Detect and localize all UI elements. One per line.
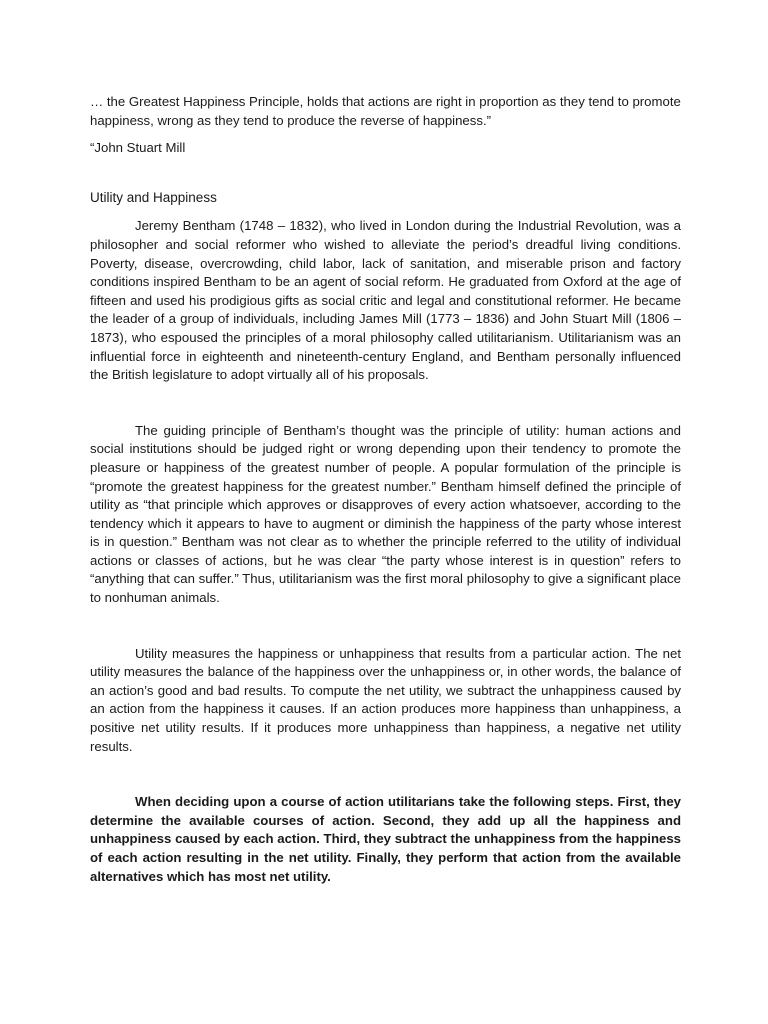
epigraph-attribution: “John Stuart Mill <box>90 140 186 156</box>
document-page <box>90 93 681 886</box>
section-heading: Utility and Happiness <box>90 189 217 205</box>
paragraph-net-utility: Utility measures the happiness or unhappiness that results from a particular action. The net utility measures the balance of the happiness over the unhappiness or, in other words, the balance of an action’s good and bad results. To compute the net utility, we subtract the unhappiness caused by an action from the happiness it causes. If an action produces more happiness than unhappiness, a positive net utility results. If it produces more unhappiness than happiness, a negative net utility results. <box>90 645 681 754</box>
epigraph-quote: … the Greatest Happiness Principle, holds that actions are right in proportion as they tend to promote happiness, wrong as they tend to produce the reverse of happiness.” <box>90 94 681 128</box>
paragraph-principle-of-utility: The guiding principle of Bentham’s thought was the principle of utility: human actions and social institutions should be judged right or wrong depending upon their tendency to promote the pleasure or happiness of the greatest number of people. A popular formulation of the principle is “promote the greatest happiness for the greatest number.” Bentham himself defined the principle of utility as “that principle which approves or disapproves of every action whatsoever, according to the tendency which it appears to have to augment or diminish the happiness of the party whose interest is in question.” Bentham was not clear as to whether the principle referred to the utility of individual actions or classes of actions, but he was clear “the party whose interest is in question” refers to “anything that can suffer.” Thus, utilitarianism was the first moral philosophy to give a significant place to nonhuman animals. <box>90 422 681 606</box>
paragraph-utilitarian-steps: When deciding upon a course of action utilitarians take the following steps. First, they determine the available courses of action. Second, they add up all the happiness and unhappiness caused by each action. Third, they subtract the unhappiness from the happiness of each action resulting in the net utility. Finally, they perform that action from the available alternatives which has most net utility. <box>90 794 681 884</box>
paragraph-bentham-bio: Jeremy Bentham (1748 – 1832), who lived in London during the Industrial Revolution, was a philosopher and social reformer who wished to alleviate the period’s dreadful living conditions. Poverty, disease, overcrowding, child labor, lack of sanitation, and miserable prison and factory conditions inspired Bentham to be an agent of social reform. He graduated from Oxford at the age of fifteen and used his prodigious gifts as social critic and legal and constitutional reformer. He became the leader of a group of individuals, including James Mill (1773 – 1836) and John Stuart Mill (1806 – 1873), who espoused the principles of a moral philosophy called utilitarianism. Utilitarianism was an influential force in eighteenth and nineteenth-century England, and Bentham personally influenced the British legislature to adopt virtually all of his proposals. <box>90 218 681 383</box>
